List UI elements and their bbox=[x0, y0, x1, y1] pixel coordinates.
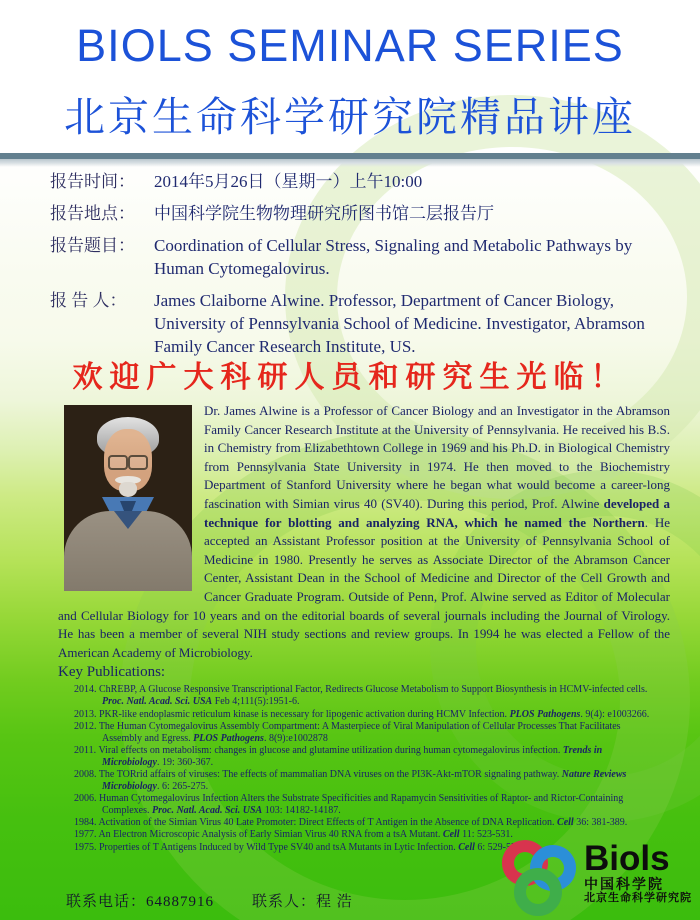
publication-citation: Feb 4;111(5):1951-6. bbox=[212, 696, 300, 708]
publication-citation: . 19: 360-367. bbox=[157, 756, 214, 768]
header-divider bbox=[0, 153, 700, 167]
publication-year: 2012. bbox=[74, 720, 97, 732]
publication-journal: Cell bbox=[442, 829, 460, 841]
publication-title: ChREBP, A Glucose Responsive Transcriptional Factor, Redirects Glucose Metabolism to Support Biosynthesis in HCMV-infected cells. bbox=[99, 684, 648, 696]
logo-ring-green bbox=[514, 868, 562, 916]
publications-list bbox=[58, 684, 670, 853]
info-row-location bbox=[50, 202, 668, 225]
biols-rings-icon bbox=[500, 840, 580, 918]
info-label-speaker: 报 告 人： bbox=[50, 291, 127, 310]
publication-title: PKR-like endoplasmic reticulum kinase is necessary for lipogenic activation during HCMV Infection. bbox=[99, 708, 510, 720]
info-value-topic: Coordination of Cellular Stress, Signaling and Metabolic Pathways by Human Cytomegalovirus. bbox=[154, 236, 633, 278]
publication-journal: Cell bbox=[557, 817, 574, 829]
publication-item bbox=[74, 721, 660, 745]
publication-citation: 103: 14182-14187. bbox=[262, 805, 341, 817]
contact-phone-label: 联系电话： bbox=[66, 894, 147, 910]
publication-citation: . 6: 265-275. bbox=[157, 781, 209, 793]
publication-item bbox=[74, 793, 660, 817]
publication-citation: . 9(4): e1003266. bbox=[580, 708, 650, 720]
biography-section bbox=[58, 402, 670, 853]
publication-citation: 36: 381-389. bbox=[573, 817, 628, 829]
poster-title-english: BIOLS SEMINAR SERIES bbox=[76, 20, 624, 71]
publication-year: 2011. bbox=[74, 744, 97, 756]
welcome-banner: 欢迎广大科研人员和研究生光临！ bbox=[72, 361, 628, 394]
seminar-info bbox=[50, 170, 668, 367]
publication-year: 1984. bbox=[74, 817, 97, 829]
publication-year: 1975. bbox=[74, 841, 97, 853]
publication-item bbox=[74, 745, 660, 769]
bio-text-part2: . He accepted an Assistant Professor position at the University of Pennsylvania School of Medicine in 1980. Presently he serves as Associate Director of the Abramson Cancer Center, Assistant Dean in the School of Medicine and Director of the Cell Growth and Cancer Graduate Program. Outside of Penn, Prof. Alwine served as Editor of Molecular and Cellular Biology for 10 years and on the editorial boards of several journals including the Journal of Virology. He has been a member of several NIH study sections and review groups. In 1994 he was elected a Fellow of the American Academy of Microbiology. bbox=[58, 514, 670, 660]
info-label-location: 报告地点： bbox=[50, 204, 135, 223]
publication-year: 2006. bbox=[74, 793, 97, 805]
biols-logo bbox=[500, 840, 696, 918]
publication-year: 2013. bbox=[74, 708, 97, 720]
info-label-topic: 报告题目： bbox=[50, 236, 135, 255]
publication-title: Properties of T Antigens Induced by Wild Type SV40 and tsA Mutants in Lytic Infection. bbox=[99, 841, 459, 853]
publication-title: Activation of the Simian Virus 40 Late Promoter: Direct Effects of T Antigen in the Absence of DNA Replication. bbox=[98, 817, 558, 829]
info-value-location: 中国科学院生物物理研究所图书馆二层报告厅 bbox=[154, 204, 494, 223]
publication-journal: Proc. Natl. Acad. Sci. USA bbox=[102, 696, 213, 708]
publication-title: Human Cytomegalovirus Infection Alters the Substrate Specificities and Rapamycin Sensitivities of Raptor- and Rictor-Containing Complexes. bbox=[99, 793, 624, 817]
info-label-time: 报告时间： bbox=[50, 172, 135, 191]
publication-item bbox=[74, 817, 660, 829]
logo-text-block bbox=[584, 839, 692, 905]
publication-journal: Nature Reviews Microbiology bbox=[102, 768, 627, 793]
publication-citation: 11: 523-531. bbox=[459, 829, 513, 841]
publication-citation: 6: 529-533. bbox=[474, 841, 524, 853]
info-value-speaker: James Claiborne Alwine. Professor, Department of Cancer Biology, University of Pennsylvania School of Medicine. Investigator, Abramson Family Cancer Research Institute, US. bbox=[154, 291, 645, 356]
publication-citation: . 8(9):e1002878 bbox=[263, 732, 328, 744]
info-row-time bbox=[50, 170, 668, 193]
publication-title: Viral effects on metabolism: changes in glucose and glutamine utilization during human cytomegalovirus infection. bbox=[98, 744, 563, 756]
photo-goatee-shape bbox=[119, 482, 137, 497]
info-row-speaker bbox=[50, 289, 668, 358]
contact-footer bbox=[66, 890, 353, 911]
publication-title: The Human Cytomegalovirus Assembly Compartment: A Masterpiece of Viral Manipulation of Cellular Processes That Facilitates Assembly and Egress. bbox=[98, 720, 621, 744]
publication-item bbox=[74, 709, 660, 721]
publication-item bbox=[74, 684, 660, 708]
contact-person-name: 程 浩 bbox=[316, 894, 353, 910]
speaker-photo bbox=[64, 405, 192, 591]
publication-item bbox=[74, 769, 660, 793]
publication-journal: Cell bbox=[458, 841, 475, 853]
publication-journal: PLOS Pathogens bbox=[193, 732, 264, 744]
contact-person-label: 联系人： bbox=[252, 894, 317, 910]
publication-year: 2014. bbox=[74, 684, 97, 696]
logo-org-line2: 北京生命科学研究院 bbox=[584, 892, 692, 904]
info-row-topic bbox=[50, 234, 668, 280]
key-publications-heading: Key Publications: bbox=[58, 664, 166, 681]
glasses-icon bbox=[108, 455, 148, 466]
logo-org-line1: 中国科学院 bbox=[584, 876, 664, 892]
publication-year: 2008. bbox=[74, 768, 97, 780]
bio-text-part1: Dr. James Alwine is a Professor of Cancer Biology and an Investigator in the Abramson Family Cancer Research Institute at the University of Pennsylvania. He received his B.S. in Chemistry from Elizabethtown College in 1969 and his Ph.D. in Biological Chemistry from Pennsylvania State University in 1974. He then moved to the Biochemistry Department of Stanford University where he began what would become a career-long fascination with Simian virus 40 (SV40). During this period, Prof. Alwine bbox=[204, 403, 670, 511]
bio-text-bold: developed a technique for blotting and analyzing RNA, which he named the Northern bbox=[204, 495, 670, 530]
info-value-time: 2014年5月26日（星期一）上午10:00 bbox=[154, 172, 423, 191]
publication-journal: Proc. Natl. Acad. Sci. USA bbox=[152, 805, 263, 817]
logo-name: Biols bbox=[584, 839, 670, 878]
poster-title-chinese: 北京生命科学研究院精品讲座 bbox=[64, 94, 636, 140]
publication-year: 1977. bbox=[74, 829, 97, 841]
publication-title: An Electron Microscopic Analysis of Early Simian Virus 40 RNA from a tsA Mutant. bbox=[98, 829, 443, 841]
contact-phone-number: 64887916 bbox=[146, 894, 215, 910]
publication-title: The TORrid affairs of viruses: The effects of mammalian DNA viruses on the PI3K-Akt-mTOR signaling pathway. bbox=[98, 768, 562, 780]
publication-journal: Trends in Microbiology bbox=[102, 744, 603, 768]
publication-journal: PLOS Pathogens bbox=[509, 708, 581, 720]
